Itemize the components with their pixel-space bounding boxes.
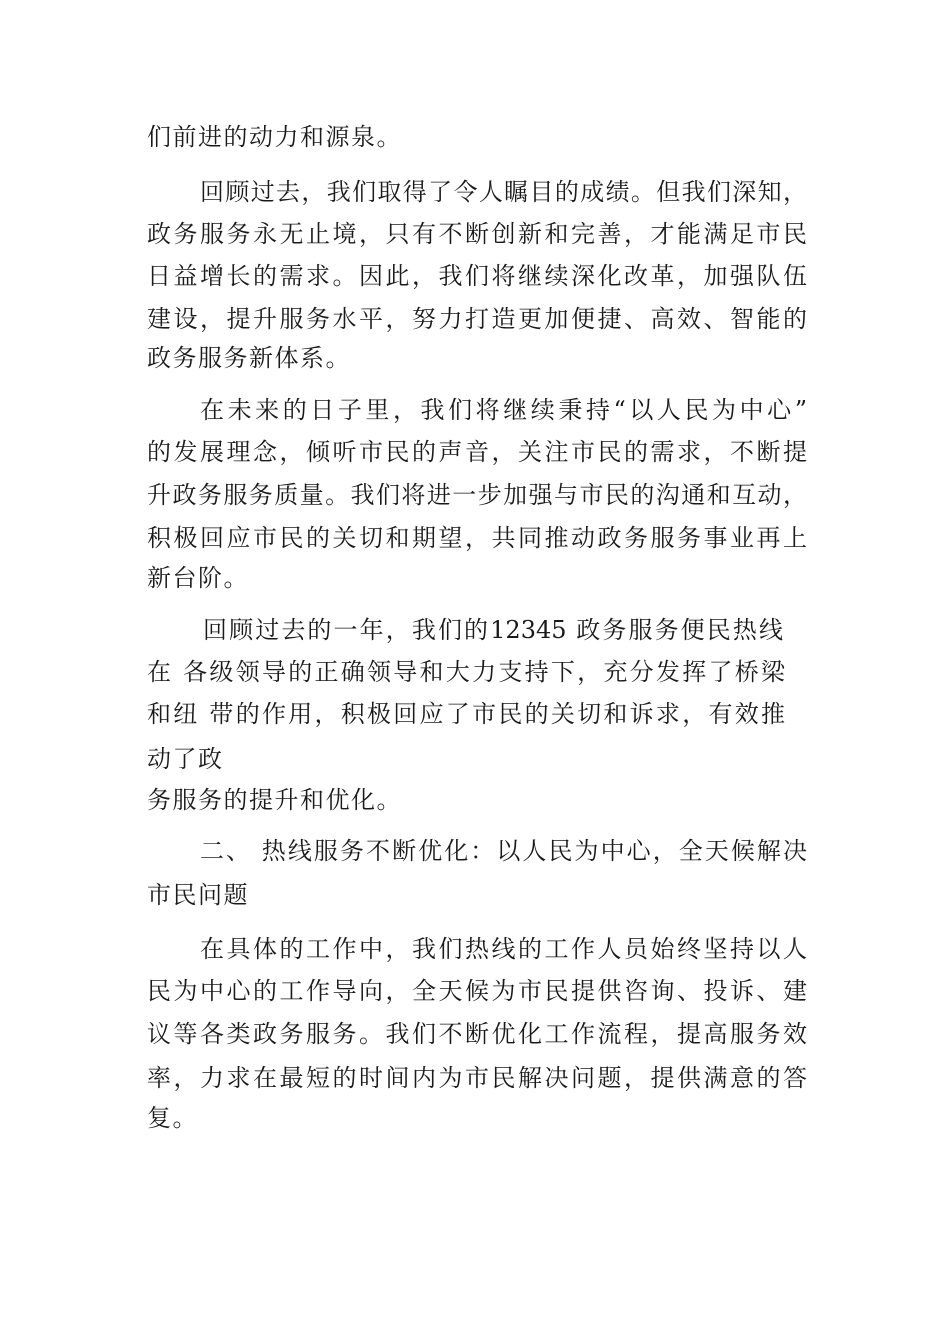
paragraph-line: 议等各类政务服务。我们不断优化工作流程，提高服务效 [147, 1020, 807, 1048]
paragraph-line: 政务服务永无止境，只有不断创新和完善，才能满足市民 [147, 220, 807, 248]
paragraph-line: 动了政 [147, 745, 224, 773]
paragraph-line: 政务服务新体系。 [147, 344, 351, 372]
paragraph-line: 复。 [147, 1104, 198, 1132]
paragraph-line: 和纽 带的作用，积极回应了市民的关切和诉求，有效推 [147, 700, 785, 728]
paragraph-line: 们前进的动力和源泉。 [147, 123, 402, 151]
paragraph-line: 在具体的工作中，我们热线的工作人员始终坚持以人 [200, 935, 807, 963]
paragraph-line: 民为中心的工作导向，全天候为市民提供咨询、投诉、建 [147, 977, 807, 1005]
paragraph-line: 率，力求在最短的时间内为市民解决问题，提供满意的答 [147, 1064, 807, 1092]
paragraph-line: 在未来的日子里，我们将继续秉持“以人民为中心” [200, 396, 807, 424]
paragraph-line: 积极回应市民的关切和期望，共同推动政务服务事业再上 [147, 524, 807, 552]
paragraph-line: 建设，提升服务水平，努力打造更加便捷、高效、智能的 [147, 305, 807, 333]
section-heading: 二、 热线服务不断优化：以人民为中心，全天候解决 [200, 837, 807, 865]
paragraph-line: 日益增长的需求。因此，我们将继续深化改革，加强队伍 [147, 262, 807, 290]
paragraph-line: 新台阶。 [147, 564, 249, 592]
paragraph-line: 升政务服务质量。我们将进一步加强与市民的沟通和互动， [147, 481, 807, 509]
paragraph-line: 在 各级领导的正确领导和大力支持下，充分发挥了桥梁 [147, 658, 785, 686]
paragraph-line: 务服务的提升和优化。 [147, 786, 402, 814]
paragraph-line: 回顾过去，我们取得了令人瞩目的成绩。但我们深知， [200, 178, 807, 206]
section-heading: 市民问题 [147, 881, 249, 909]
paragraph-line: 回顾过去的一年，我们的12345 政务服务便民热线 [203, 616, 783, 644]
paragraph-line: 的发展理念，倾听市民的声音，关注市民的需求，不断提 [147, 438, 807, 466]
